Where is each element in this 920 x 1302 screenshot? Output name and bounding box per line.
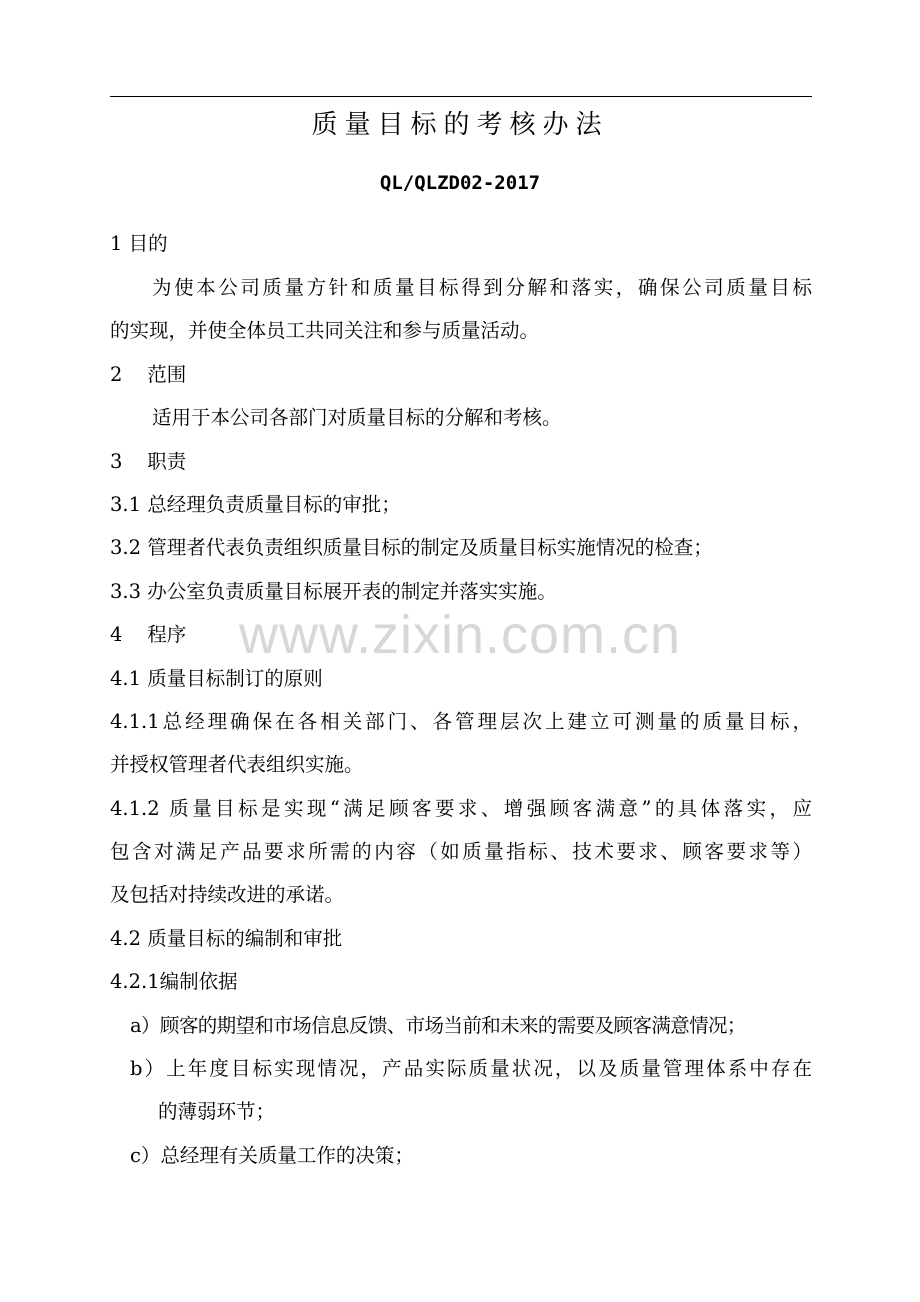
paragraph-line: 3.1 总经理负责质量目标的审批； <box>110 493 401 516</box>
list-item-continuation: 的薄弱环节； <box>158 1100 276 1123</box>
paragraph-line: 及包括对持续改进的承诺。 <box>110 883 345 906</box>
subsection-heading: 4.1 质量目标制订的原则 <box>110 667 323 690</box>
paragraph-line: 的实现，并使全体员工共同关注和参与质量活动。 <box>110 319 540 342</box>
paragraph-line: 3.3 办公室负责质量目标展开表的制定并落实实施。 <box>110 580 557 603</box>
paragraph-line: 并授权管理者代表组织实施。 <box>110 753 364 776</box>
header-rule <box>110 96 812 97</box>
watermark-text: www.zixin.com.cn <box>238 605 682 665</box>
section-heading: 4 程序 <box>110 623 187 646</box>
list-item: a）顾客的期望和市场信息反馈、市场当前和未来的需要及顾客满意情况； <box>130 1014 746 1037</box>
list-item: b）上年度目标实现情况，产品实际质量状况，以及质量管理体系中存在 <box>130 1057 812 1080</box>
subsection-heading: 4.2.1编制依据 <box>110 970 238 993</box>
list-item: c）总经理有关质量工作的决策； <box>130 1144 414 1167</box>
paragraph-line: 包含对满足产品要求所需的内容（如质量指标、技术要求、顾客要求等） <box>110 840 812 863</box>
section-heading: 2 范围 <box>110 363 187 386</box>
paragraph-line: 为使本公司质量方针和质量目标得到分解和落实，确保公司质量目标 <box>152 276 812 299</box>
paragraph-line: 4.1.1总经理确保在各相关部门、各管理层次上建立可测量的质量目标， <box>110 710 812 733</box>
section-heading: 3 职责 <box>110 450 187 473</box>
paragraph-line: 3.2 管理者代表负责组织质量目标的制定及质量目标实施情况的检查； <box>110 536 713 559</box>
document-title: 质量目标的考核办法 <box>311 110 609 140</box>
subsection-heading: 4.2 质量目标的编制和审批 <box>110 927 343 950</box>
section-heading: 1 目的 <box>110 232 168 255</box>
document-number: QL/QLZD02-2017 <box>379 172 541 194</box>
paragraph-line: 4.1.2 质量目标是实现“满足顾客要求、增强顾客满意”的具体落实，应 <box>110 797 812 820</box>
paragraph-line: 适用于本公司各部门对质量目标的分解和考核。 <box>152 406 562 429</box>
